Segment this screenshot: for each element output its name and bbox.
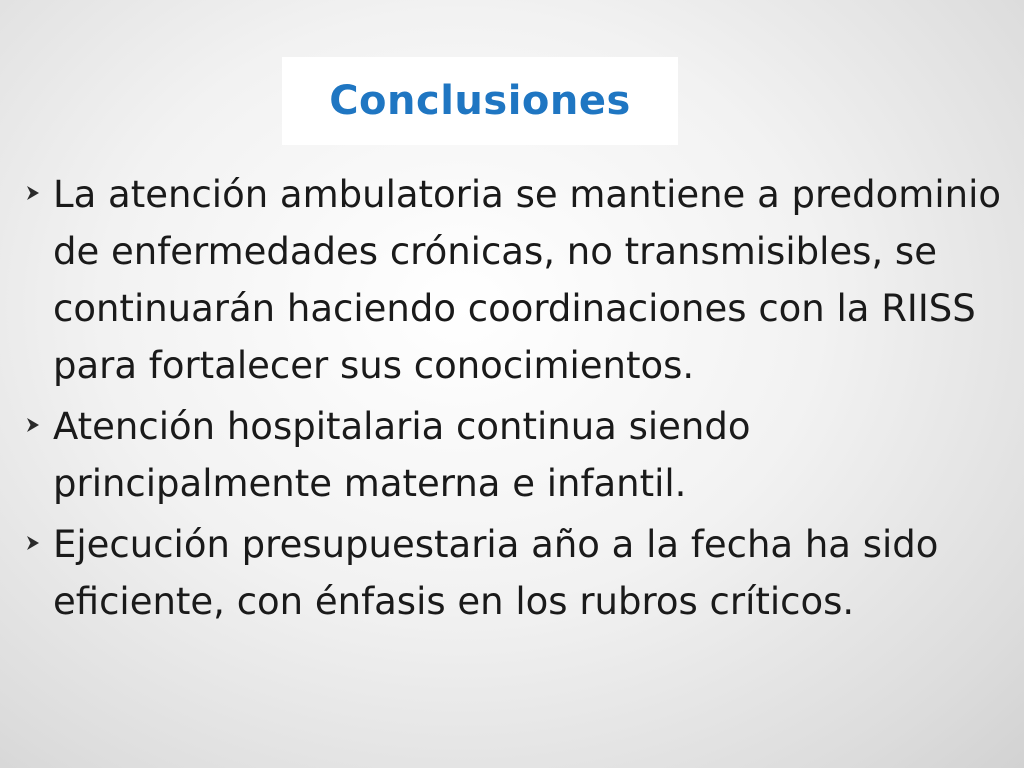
arrowhead-bullet-icon bbox=[24, 184, 42, 202]
bullet-item bbox=[24, 516, 1014, 630]
title-box bbox=[282, 57, 678, 145]
arrowhead-bullet-icon bbox=[24, 416, 42, 434]
bullet-list bbox=[24, 166, 1014, 634]
bullet-item bbox=[24, 398, 1014, 512]
bullet-text: Ejecución presupuestaria año a la fecha ha sido eficiente, con énfasis en los rubros críticos. bbox=[53, 523, 939, 623]
bullet-text: La atención ambulatoria se mantiene a predominio de enfermedades crónicas, no transmisibles, se continuarán haciendo coordinaciones con la RIISS para fortalecer sus conocimientos. bbox=[53, 173, 1001, 387]
bullet-text: Atención hospitalaria continua siendo principalmente materna e infantil. bbox=[53, 405, 751, 505]
slide-title: Conclusiones bbox=[329, 78, 631, 124]
arrowhead-bullet-icon bbox=[24, 534, 42, 552]
bullet-item bbox=[24, 166, 1014, 394]
